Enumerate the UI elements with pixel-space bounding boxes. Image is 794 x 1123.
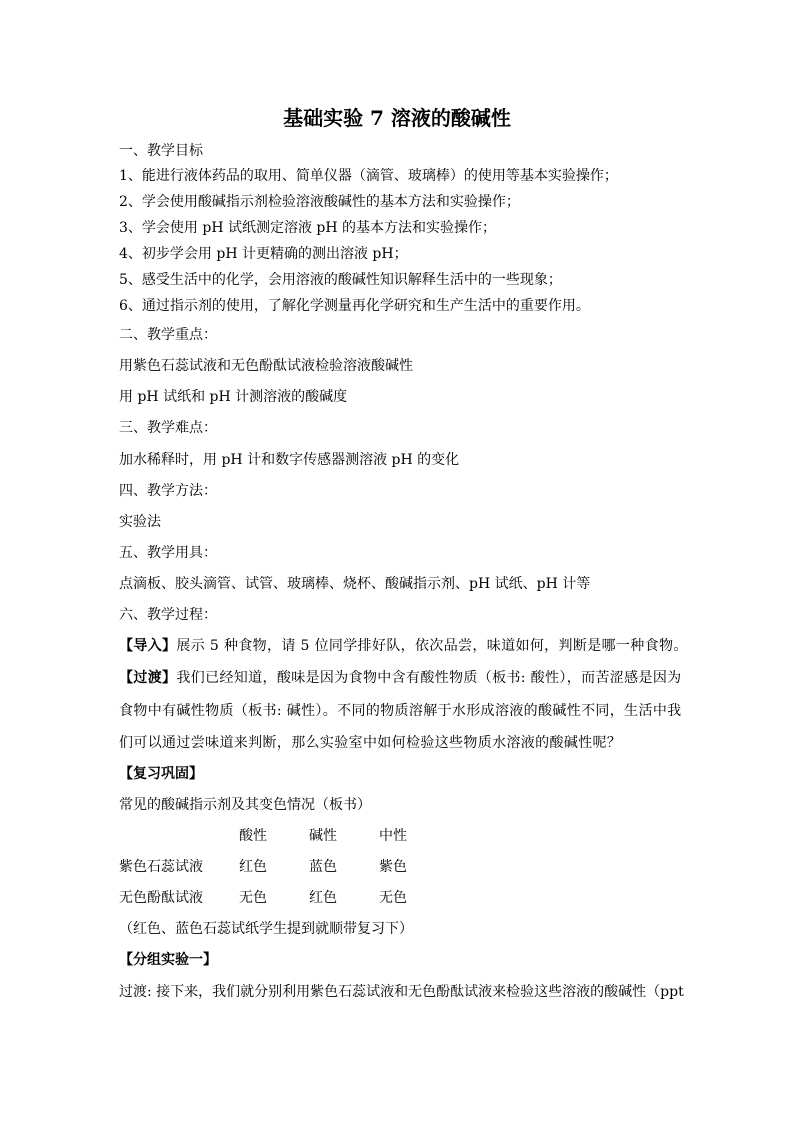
review-intro: 常见的酸碱指示剂及其变色情况（板书）	[119, 797, 371, 813]
group-text: 过渡: 接下来，我们就分别利用紫色石蕊试液和无色酚酞试液来检验这些溶液的酸碱性（ppt	[119, 984, 684, 1000]
transition-tag: 【过渡】	[119, 670, 177, 686]
objective-item-3: 3、学会使用 pH 试纸测定溶液 pH 的基本方法和实验操作；	[119, 220, 497, 236]
group-tag: 【分组实验一】	[119, 952, 217, 968]
table-row-name: 无色酚酞试液	[119, 890, 203, 906]
method-text: 实验法	[119, 514, 161, 530]
objective-item-5: 5、感受生活中的化学，会用溶液的酸碱性知识解释生活中的一些现象；	[119, 272, 562, 288]
table-header-base: 碱性	[309, 828, 337, 844]
objective-item-4: 4、初步学会用 pH 计更精确的测出溶液 pH；	[119, 246, 408, 262]
key-point-1: 用紫色石蕊试液和无色酚酞试液检验溶液酸碱性	[119, 358, 413, 374]
objective-item-6: 6、通过指示剂的使用，了解化学测量再化学研究和生产生活中的重要作用。	[119, 298, 590, 314]
table-cell: 紫色	[379, 859, 407, 875]
intro-text: 展示 5 种食物，请 5 位同学排好队，依次品尝，味道如何，判断是哪一种食物。	[176, 638, 688, 654]
key-heading: 二、教学重点：	[119, 327, 217, 343]
table-note: （红色、蓝色石蕊试纸学生提到就顺带复习下）	[119, 921, 413, 937]
table-header-acid: 酸性	[239, 828, 267, 844]
difficulty-text: 加水稀释时，用 pH 计和数字传感器测溶液 pH 的变化	[119, 452, 460, 468]
transition-line-3: 们可以通过尝味道来判断，那么实验室中如何检验这些物质水溶液的酸碱性呢？	[119, 735, 622, 751]
method-heading: 四、教学方法：	[119, 483, 217, 499]
objective-item-1: 1、能进行液体药品的取用、简单仪器（滴管、玻璃棒）的使用等基本实验操作；	[119, 168, 618, 184]
objective-item-2: 2、学会使用酸碱指示剂检验溶液酸碱性的基本方法和实验操作；	[119, 194, 520, 210]
tools-text: 点滴板、胶头滴管、试管、玻璃棒、烧杯、酸碱指示剂、pH 试纸、pH 计等	[119, 576, 591, 592]
key-point-2: 用 pH 试纸和 pH 计测溶液的酸碱度	[119, 389, 348, 405]
objectives-heading: 一、教学目标	[119, 143, 203, 159]
table-row-name: 紫色石蕊试液	[119, 859, 203, 875]
table-cell: 红色	[309, 890, 337, 906]
intro-paragraph	[119, 636, 688, 656]
difficulty-heading: 三、教学难点：	[119, 420, 217, 436]
tools-heading: 五、教学用具：	[119, 545, 217, 561]
transition-line-2: 食物中有碱性物质（板书: 碱性）。不同的物质溶解于水形成溶液的酸碱性不同，生活中我	[119, 703, 682, 719]
table-cell: 红色	[239, 859, 267, 875]
review-tag: 【复习巩固】	[119, 766, 203, 782]
document-title: 基础实验 7 溶液的酸碱性	[283, 106, 511, 130]
table-header-neutral: 中性	[379, 828, 407, 844]
process-heading: 六、教学过程：	[119, 607, 217, 623]
intro-tag: 【导入】	[119, 638, 177, 654]
transition-line-1	[119, 668, 682, 688]
table-cell: 无色	[379, 890, 407, 906]
table-cell: 蓝色	[309, 859, 337, 875]
table-cell: 无色	[239, 890, 267, 906]
transition-text-1: 我们已经知道，酸味是因为食物中含有酸性物质（板书: 酸性），而苦涩感是因为	[176, 670, 682, 686]
